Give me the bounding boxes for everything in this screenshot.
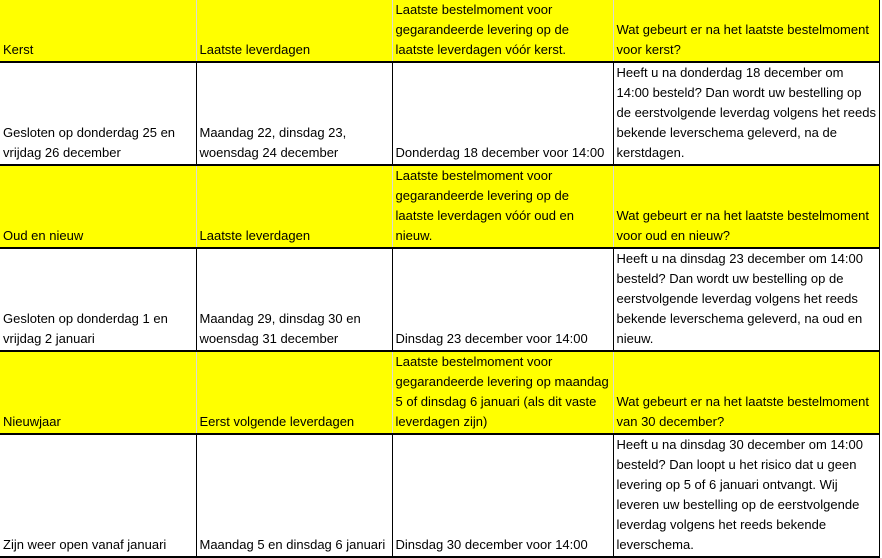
cell-what-happens[interactable]: Heeft u na dinsdag 23 december om 14:00 besteld? Dan wordt uw bestelling op de eerstvolgende leverdag volgens het reeds bekende leverschema geleverd, na oud en nieuw.: [613, 248, 879, 351]
data-row-kerst: [0, 62, 879, 165]
cell-last-order-moment[interactable]: Dinsdag 30 december voor 14:00: [392, 434, 613, 557]
header-cell-what-happens[interactable]: Wat gebeurt er na het laatste bestelmoment voor kerst?: [613, 0, 879, 62]
header-cell-last-order-moment[interactable]: Laatste bestelmoment voor gegarandeerde levering op de laatste leverdagen vóór oud en nieuw.: [392, 165, 613, 248]
cell-last-order-moment[interactable]: Donderdag 18 december voor 14:00: [392, 62, 613, 165]
header-cell-period[interactable]: Oud en nieuw: [0, 165, 196, 248]
header-cell-period[interactable]: Kerst: [0, 0, 196, 62]
header-row-kerst: [0, 0, 879, 62]
cell-delivery-days[interactable]: Maandag 22, dinsdag 23, woensdag 24 december: [196, 62, 392, 165]
header-cell-what-happens[interactable]: Wat gebeurt er na het laatste bestelmoment van 30 december?: [613, 351, 879, 434]
header-cell-last-order-moment[interactable]: Laatste bestelmoment voor gegarandeerde levering op de laatste leverdagen vóór kerst.: [392, 0, 613, 62]
header-row-oud-en-nieuw: [0, 165, 879, 248]
header-cell-period[interactable]: Nieuwjaar: [0, 351, 196, 434]
header-cell-delivery-days[interactable]: Laatste leverdagen: [196, 0, 392, 62]
header-row-nieuwjaar: [0, 351, 879, 434]
cell-what-happens[interactable]: Heeft u na dinsdag 30 december om 14:00 besteld? Dan loopt u het risico dat u geen levering op 5 of 6 januari ontvangt. Wij leveren uw bestelling op de eerstvolgende leverdag volgens het reeds bekende leverschema.: [613, 434, 879, 557]
cell-closed-days[interactable]: Gesloten op donderdag 1 en vrijdag 2 januari: [0, 248, 196, 351]
cell-last-order-moment[interactable]: Dinsdag 23 december voor 14:00: [392, 248, 613, 351]
data-row-oud-en-nieuw: [0, 248, 879, 351]
cell-delivery-days[interactable]: Maandag 5 en dinsdag 6 januari: [196, 434, 392, 557]
header-cell-delivery-days[interactable]: Laatste leverdagen: [196, 165, 392, 248]
header-cell-last-order-moment[interactable]: Laatste bestelmoment voor gegarandeerde levering op maandag 5 of dinsdag 6 januari (als dit vaste leverdagen zijn): [392, 351, 613, 434]
cell-delivery-days[interactable]: Maandag 29, dinsdag 30 en woensdag 31 december: [196, 248, 392, 351]
cell-what-happens[interactable]: Heeft u na donderdag 18 december om 14:00 besteld? Dan wordt uw bestelling op de eerstvolgende leverdag volgens het reeds bekende leverschema geleverd, na de kerstdagen.: [613, 62, 879, 165]
data-row-nieuwjaar: [0, 434, 879, 557]
header-cell-what-happens[interactable]: Wat gebeurt er na het laatste bestelmoment voor oud en nieuw?: [613, 165, 879, 248]
header-cell-delivery-days[interactable]: Eerst volgende leverdagen: [196, 351, 392, 434]
cell-reopen-date[interactable]: Zijn weer open vanaf januari: [0, 434, 196, 557]
cell-closed-days[interactable]: Gesloten op donderdag 25 en vrijdag 26 december: [0, 62, 196, 165]
